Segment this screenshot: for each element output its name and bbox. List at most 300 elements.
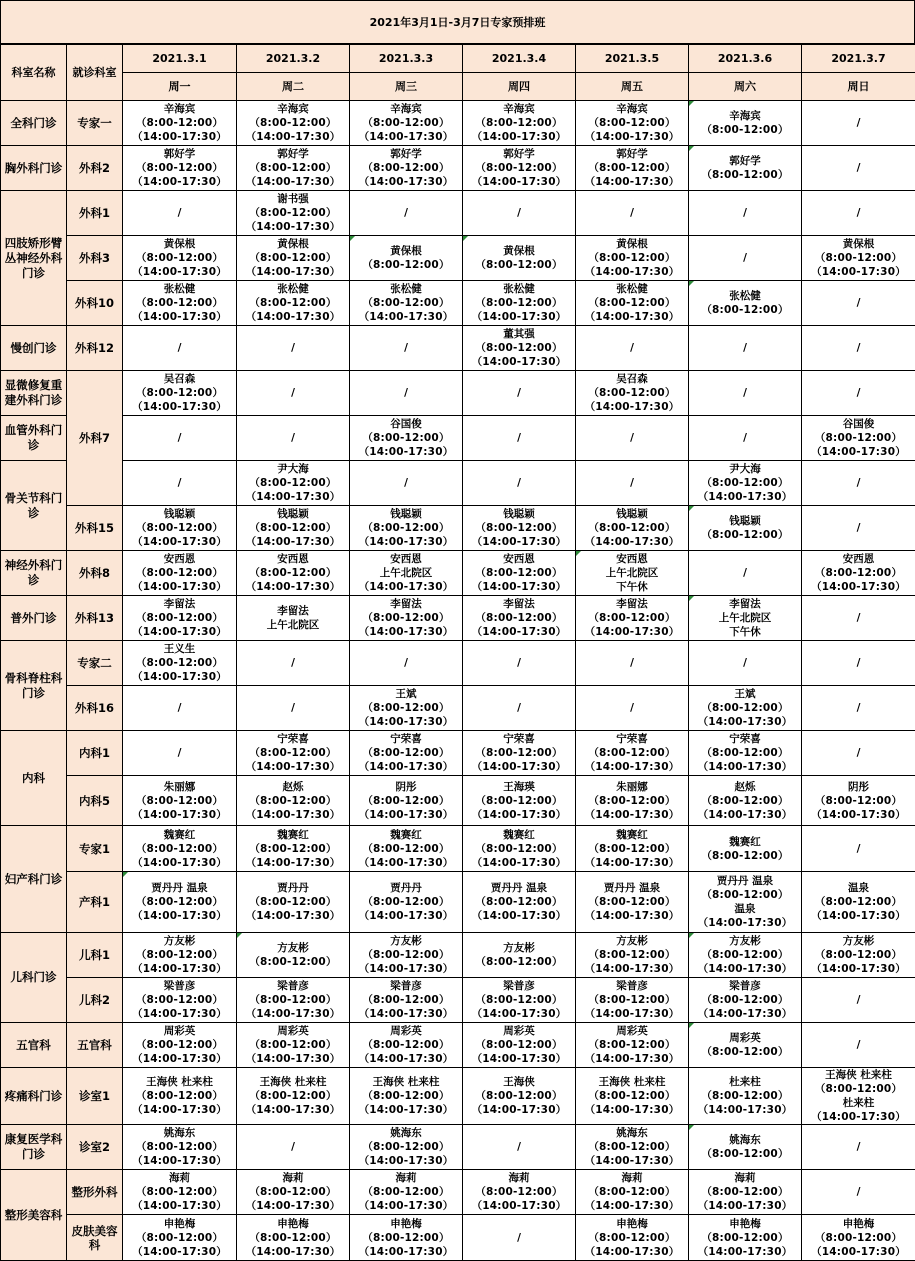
schedule-line: （8:00-12:00） xyxy=(463,258,575,272)
schedule-cell xyxy=(689,686,802,731)
schedule-cell xyxy=(802,326,915,371)
schedule-line: （14:00-17:30） xyxy=(463,535,575,549)
schedule-line: 宁荣喜 xyxy=(576,732,688,746)
schedule-line: （8:00-12:00） xyxy=(576,116,688,130)
schedule-cell xyxy=(350,1170,463,1215)
dept-name-cell: 全科门诊 xyxy=(1,101,67,146)
schedule-line: 上午北院区 xyxy=(576,566,688,580)
schedule-line: （14:00-17:30） xyxy=(463,310,575,324)
schedule-line: 李留法 xyxy=(350,597,462,611)
schedule-line: 申艳梅 xyxy=(802,1217,915,1231)
dept-name-cell: 妇产科门诊 xyxy=(1,826,67,933)
table-row xyxy=(1,281,915,326)
schedule-line: （8:00-12:00） xyxy=(689,1089,801,1103)
schedule-cell xyxy=(463,551,576,596)
schedule-line: （8:00-12:00） xyxy=(689,1231,801,1245)
schedule-line: 安西恩 xyxy=(802,552,915,566)
header-weekday: 周五 xyxy=(576,73,689,101)
schedule-cell xyxy=(689,1023,802,1068)
schedule-cell xyxy=(237,1068,350,1125)
schedule-line: 吴召森 xyxy=(123,372,236,386)
schedule-line: / xyxy=(689,341,801,355)
schedule-cell xyxy=(689,461,802,506)
schedule-line: （8:00-12:00） xyxy=(350,296,462,310)
schedule-line: （14:00-17:30） xyxy=(237,580,349,594)
schedule-line: 周彩英 xyxy=(576,1024,688,1038)
schedule-line: （8:00-12:00） xyxy=(463,161,575,175)
schedule-line: 黄保根 xyxy=(576,237,688,251)
schedule-line: （8:00-12:00） xyxy=(689,123,801,137)
schedule-line: （8:00-12:00） xyxy=(689,168,801,182)
schedule-line: （14:00-17:30） xyxy=(237,535,349,549)
schedule-line: （8:00-12:00） xyxy=(802,1082,915,1096)
schedule-line: / xyxy=(237,1140,349,1154)
schedule-line: （14:00-17:30） xyxy=(123,310,236,324)
schedule-cell xyxy=(123,826,237,872)
schedule-line: / xyxy=(123,431,236,445)
schedule-line: 安西恩 xyxy=(350,552,462,566)
schedule-line: 李留法 xyxy=(689,597,801,611)
schedule-cell xyxy=(237,596,350,641)
schedule-line: （8:00-12:00） xyxy=(576,1140,688,1154)
schedule-line: / xyxy=(463,1231,575,1245)
schedule-line: 谢书强 xyxy=(237,192,349,206)
schedule-line: / xyxy=(802,476,915,490)
schedule-line: 张松健 xyxy=(576,282,688,296)
schedule-line: （14:00-17:30） xyxy=(350,909,462,923)
schedule-line: 王海侠 杜来柱 xyxy=(350,1075,462,1089)
schedule-cell xyxy=(689,1068,802,1125)
schedule-line: / xyxy=(463,1140,575,1154)
schedule-line: （14:00-17:30） xyxy=(576,1052,688,1066)
schedule-cell xyxy=(463,236,576,281)
schedule-line: 黄保根 xyxy=(350,244,462,258)
schedule-cell xyxy=(350,506,463,551)
schedule-line: （8:00-12:00） xyxy=(123,842,236,856)
table-row xyxy=(1,416,915,461)
schedule-line: / xyxy=(237,341,349,355)
schedule-line: 谷国俊 xyxy=(802,417,915,431)
schedule-line: 黄保根 xyxy=(237,237,349,251)
schedule-line: 梁普彦 xyxy=(463,979,575,993)
schedule-line: 安西恩 xyxy=(576,552,688,566)
schedule-line: 上午北院区 xyxy=(350,566,462,580)
schedule-line: （14:00-17:30） xyxy=(123,1154,236,1168)
schedule-line: （14:00-17:30） xyxy=(463,175,575,189)
schedule-cell xyxy=(123,416,237,461)
schedule-line: （8:00-12:00） xyxy=(463,955,575,969)
schedule-cell xyxy=(463,1068,576,1125)
schedule-cell xyxy=(463,191,576,236)
schedule-line: 安西恩 xyxy=(463,552,575,566)
schedule-cell xyxy=(576,461,689,506)
schedule-line: （8:00-12:00） xyxy=(237,895,349,909)
schedule-line: 周彩英 xyxy=(689,1031,801,1045)
schedule-cell xyxy=(802,978,915,1023)
schedule-line: （8:00-12:00） xyxy=(689,993,801,1007)
schedule-line: / xyxy=(802,296,915,310)
schedule-line: 李留法 xyxy=(123,597,236,611)
schedule-cell xyxy=(237,506,350,551)
schedule-line: 王义生 xyxy=(123,642,236,656)
schedule-line: / xyxy=(576,476,688,490)
schedule-cell xyxy=(576,1215,689,1261)
schedule-cell xyxy=(802,1170,915,1215)
schedule-line: 方友彬 xyxy=(802,934,915,948)
schedule-cell xyxy=(689,596,802,641)
schedule-cell xyxy=(463,281,576,326)
schedule-line: 吴召森 xyxy=(576,372,688,386)
schedule-cell xyxy=(123,326,237,371)
schedule-line: （8:00-12:00） xyxy=(463,746,575,760)
schedule-line: （14:00-17:30） xyxy=(123,856,236,870)
schedule-line: （14:00-17:30） xyxy=(463,1007,575,1021)
schedule-line: 郭好学 xyxy=(350,147,462,161)
schedule-line: （14:00-17:30） xyxy=(576,175,688,189)
schedule-cell xyxy=(463,1125,576,1170)
schedule-line: （8:00-12:00） xyxy=(123,251,236,265)
table-row xyxy=(1,596,915,641)
schedule-cell xyxy=(689,978,802,1023)
schedule-line: （14:00-17:30） xyxy=(237,1245,349,1259)
schedule-line: / xyxy=(350,386,462,400)
schedule-line: （14:00-17:30） xyxy=(123,580,236,594)
schedule-cell xyxy=(350,933,463,978)
schedule-cell xyxy=(350,371,463,416)
schedule-cell xyxy=(123,506,237,551)
schedule-cell xyxy=(802,1215,915,1261)
schedule-line: （8:00-12:00） xyxy=(463,993,575,1007)
schedule-line: （8:00-12:00） xyxy=(576,611,688,625)
header-date: 2021.3.4 xyxy=(463,45,576,73)
schedule-cell xyxy=(689,146,802,191)
schedule-line: 辛海宾 xyxy=(237,102,349,116)
schedule-cell xyxy=(237,1170,350,1215)
schedule-cell xyxy=(689,872,802,933)
schedule-line: 海莉 xyxy=(123,1171,236,1185)
clinic-name-cell: 专家一 xyxy=(67,101,123,146)
schedule-line: （14:00-17:30） xyxy=(576,535,688,549)
schedule-line: （14:00-17:30） xyxy=(576,760,688,774)
schedule-line: 王斌 xyxy=(350,687,462,701)
header-dept-name: 科室名称 xyxy=(1,45,67,101)
header-date: 2021.3.6 xyxy=(689,45,802,73)
schedule-line: （8:00-12:00） xyxy=(689,476,801,490)
schedule-line: / xyxy=(123,746,236,760)
schedule-line: （8:00-12:00） xyxy=(576,842,688,856)
table-row xyxy=(1,872,915,933)
schedule-line: 尹大海 xyxy=(237,462,349,476)
schedule-line: （14:00-17:30） xyxy=(463,856,575,870)
schedule-line: / xyxy=(123,341,236,355)
schedule-line: （8:00-12:00） xyxy=(463,1089,575,1103)
schedule-line: （8:00-12:00） xyxy=(123,948,236,962)
schedule-cell xyxy=(237,191,350,236)
schedule-line: 下午休 xyxy=(576,580,688,594)
schedule-cell xyxy=(463,371,576,416)
schedule-line: （8:00-12:00） xyxy=(350,431,462,445)
clinic-name-cell: 外科2 xyxy=(67,146,123,191)
schedule-cell xyxy=(463,146,576,191)
schedule-line: / xyxy=(802,701,915,715)
schedule-cell xyxy=(576,236,689,281)
header-date: 2021.3.1 xyxy=(123,45,237,73)
schedule-line: （14:00-17:30） xyxy=(350,715,462,729)
schedule-line: / xyxy=(463,476,575,490)
schedule-line: 钱聪颖 xyxy=(463,507,575,521)
schedule-line: / xyxy=(802,611,915,625)
schedule-line: 宁荣喜 xyxy=(463,732,575,746)
schedule-line: / xyxy=(802,341,915,355)
schedule-line: （8:00-12:00） xyxy=(237,476,349,490)
schedule-line: 周彩英 xyxy=(237,1024,349,1038)
schedule-line: （14:00-17:30） xyxy=(689,1007,801,1021)
schedule-line: （14:00-17:30） xyxy=(237,1199,349,1213)
schedule-line: （14:00-17:30） xyxy=(689,916,801,930)
schedule-line: （14:00-17:30） xyxy=(576,265,688,279)
schedule-line: （8:00-12:00） xyxy=(350,1140,462,1154)
schedule-line: （14:00-17:30） xyxy=(350,1199,462,1213)
schedule-line: 安西恩 xyxy=(123,552,236,566)
schedule-line: （8:00-12:00） xyxy=(237,566,349,580)
schedule-cell xyxy=(802,776,915,826)
clinic-name-cell: 专家1 xyxy=(67,826,123,872)
schedule-cell xyxy=(576,978,689,1023)
schedule-line: （8:00-12:00） xyxy=(576,895,688,909)
dept-name-cell: 显微修复重建外科门诊 xyxy=(1,371,67,416)
schedule-line: 张松健 xyxy=(350,282,462,296)
dept-name-cell: 骨科脊柱科门诊 xyxy=(1,641,67,731)
schedule-line: （8:00-12:00） xyxy=(576,296,688,310)
schedule-line: / xyxy=(802,993,915,1007)
schedule-cell xyxy=(350,686,463,731)
header-row-weekdays xyxy=(1,73,915,101)
schedule-line: （14:00-17:30） xyxy=(802,445,915,459)
schedule-line: （8:00-12:00） xyxy=(123,521,236,535)
schedule-line: （14:00-17:30） xyxy=(123,909,236,923)
schedule-line: （14:00-17:30） xyxy=(802,265,915,279)
schedule-cell xyxy=(802,416,915,461)
schedule-line: （14:00-17:30） xyxy=(123,400,236,414)
schedule-cell xyxy=(123,236,237,281)
schedule-line: （8:00-12:00） xyxy=(689,303,801,317)
schedule-line: （8:00-12:00） xyxy=(237,993,349,1007)
schedule-line: （14:00-17:30） xyxy=(802,909,915,923)
clinic-name-cell: 外科1 xyxy=(67,191,123,236)
schedule-line: / xyxy=(802,206,915,220)
schedule-line: （8:00-12:00） xyxy=(350,1038,462,1052)
schedule-cell xyxy=(689,1125,802,1170)
schedule-cell xyxy=(802,461,915,506)
schedule-line: 贾丹丹 xyxy=(350,881,462,895)
schedule-cell xyxy=(802,281,915,326)
clinic-name-cell: 外科8 xyxy=(67,551,123,596)
schedule-line: 魏赛红 xyxy=(463,828,575,842)
schedule-line: （8:00-12:00） xyxy=(350,842,462,856)
schedule-line: （8:00-12:00） xyxy=(576,746,688,760)
schedule-cell xyxy=(576,1125,689,1170)
schedule-cell xyxy=(463,933,576,978)
schedule-line: 阴彤 xyxy=(350,780,462,794)
schedule-cell xyxy=(802,1068,915,1125)
schedule-cell xyxy=(350,551,463,596)
schedule-line: 王海侠 xyxy=(463,1075,575,1089)
schedule-line: / xyxy=(463,206,575,220)
schedule-line: （8:00-12:00） xyxy=(123,386,236,400)
schedule-line: （8:00-12:00） xyxy=(237,1038,349,1052)
schedule-line: （14:00-17:30） xyxy=(237,490,349,504)
schedule-line: / xyxy=(689,251,801,265)
schedule-line: 海莉 xyxy=(463,1171,575,1185)
schedule-line: （14:00-17:30） xyxy=(350,856,462,870)
schedule-cell xyxy=(123,596,237,641)
table-row xyxy=(1,978,915,1023)
schedule-line: （14:00-17:30） xyxy=(802,1110,915,1124)
schedule-cell xyxy=(576,326,689,371)
schedule-line: / xyxy=(802,842,915,856)
schedule-line: （14:00-17:30） xyxy=(689,1245,801,1259)
schedule-line: （8:00-12:00） xyxy=(237,296,349,310)
schedule-line: （8:00-12:00） xyxy=(123,1185,236,1199)
clinic-name-cell: 诊室1 xyxy=(67,1068,123,1125)
schedule-line: 海莉 xyxy=(689,1171,801,1185)
schedule-line: （8:00-12:00） xyxy=(689,1185,801,1199)
schedule-line: （8:00-12:00） xyxy=(463,794,575,808)
schedule-cell xyxy=(802,731,915,776)
schedule-line: （8:00-12:00） xyxy=(576,251,688,265)
schedule-line: 魏赛红 xyxy=(576,828,688,842)
schedule-line: （14:00-17:30） xyxy=(463,130,575,144)
schedule-cell xyxy=(463,978,576,1023)
schedule-line: / xyxy=(689,206,801,220)
schedule-line: （8:00-12:00） xyxy=(463,296,575,310)
schedule-line: / xyxy=(237,386,349,400)
schedule-line: 尹大海 xyxy=(689,462,801,476)
schedule-cell xyxy=(689,641,802,686)
schedule-cell xyxy=(802,596,915,641)
schedule-cell xyxy=(802,1125,915,1170)
clinic-name-cell: 内科1 xyxy=(67,731,123,776)
schedule-line: （14:00-17:30） xyxy=(123,1245,236,1259)
schedule-line: / xyxy=(237,701,349,715)
schedule-line: / xyxy=(802,116,915,130)
schedule-cell xyxy=(576,872,689,933)
schedule-line: 赵烁 xyxy=(689,780,801,794)
table-row xyxy=(1,371,915,416)
table-row xyxy=(1,686,915,731)
schedule-line: （14:00-17:30） xyxy=(463,808,575,822)
clinic-name-cell: 儿科1 xyxy=(67,933,123,978)
schedule-line: （8:00-12:00） xyxy=(689,888,801,902)
schedule-line: （8:00-12:00） xyxy=(576,1231,688,1245)
schedule-cell xyxy=(689,371,802,416)
schedule-line: 黄保根 xyxy=(463,244,575,258)
schedule-line: （14:00-17:30） xyxy=(689,808,801,822)
schedule-cell xyxy=(123,731,237,776)
schedule-line: （8:00-12:00） xyxy=(576,1089,688,1103)
schedule-line: （8:00-12:00） xyxy=(689,849,801,863)
schedule-line: （8:00-12:00） xyxy=(123,794,236,808)
schedule-line: 魏赛红 xyxy=(123,828,236,842)
schedule-cell xyxy=(576,191,689,236)
schedule-cell xyxy=(123,281,237,326)
schedule-line: （8:00-12:00） xyxy=(237,1089,349,1103)
schedule-line: 郭好学 xyxy=(689,154,801,168)
schedule-line: 海莉 xyxy=(576,1171,688,1185)
schedule-line: （8:00-12:00） xyxy=(576,993,688,1007)
schedule-line: 黄保根 xyxy=(802,237,915,251)
schedule-line: （8:00-12:00） xyxy=(576,521,688,535)
schedule-line: / xyxy=(689,656,801,670)
schedule-line: （14:00-17:30） xyxy=(237,808,349,822)
schedule-line: （8:00-12:00） xyxy=(237,116,349,130)
schedule-cell xyxy=(689,731,802,776)
schedule-cell xyxy=(802,146,915,191)
schedule-line: 安西恩 xyxy=(237,552,349,566)
schedule-line: （14:00-17:30） xyxy=(576,1199,688,1213)
schedule-cell xyxy=(576,506,689,551)
schedule-cell xyxy=(463,461,576,506)
schedule-line: 钱聪颖 xyxy=(237,507,349,521)
schedule-line: 贾丹丹 xyxy=(237,881,349,895)
schedule-line: （8:00-12:00） xyxy=(123,161,236,175)
schedule-line: （8:00-12:00） xyxy=(237,1231,349,1245)
schedule-line: （14:00-17:30） xyxy=(123,175,236,189)
schedule-cell xyxy=(802,371,915,416)
schedule-cell xyxy=(350,872,463,933)
schedule-line: （8:00-12:00） xyxy=(576,1038,688,1052)
schedule-line: （14:00-17:30） xyxy=(576,625,688,639)
schedule-line: （8:00-12:00） xyxy=(123,116,236,130)
schedule-line: / xyxy=(350,341,462,355)
schedule-line: （14:00-17:30） xyxy=(350,808,462,822)
schedule-line: （14:00-17:30） xyxy=(576,310,688,324)
schedule-cell xyxy=(689,506,802,551)
schedule-line: （14:00-17:30） xyxy=(350,1245,462,1259)
schedule-cell xyxy=(350,1125,463,1170)
schedule-line: （8:00-12:00） xyxy=(237,955,349,969)
schedule-cell xyxy=(123,641,237,686)
schedule-line: / xyxy=(802,161,915,175)
schedule-line: 海莉 xyxy=(237,1171,349,1185)
dept-name-cell: 五官科 xyxy=(1,1023,67,1068)
schedule-line: 郭好学 xyxy=(237,147,349,161)
schedule-line: （8:00-12:00） xyxy=(463,1038,575,1052)
header-clinic-name: 就诊科室 xyxy=(67,45,123,101)
schedule-cell xyxy=(350,641,463,686)
schedule-line: （8:00-12:00） xyxy=(350,258,462,272)
clinic-name-cell: 外科15 xyxy=(67,506,123,551)
schedule-line: （8:00-12:00） xyxy=(802,431,915,445)
clinic-name-cell: 整形外科 xyxy=(67,1170,123,1215)
schedule-cell xyxy=(576,416,689,461)
table-row xyxy=(1,236,915,281)
schedule-line: （8:00-12:00） xyxy=(350,1185,462,1199)
schedule-cell xyxy=(237,1215,350,1261)
schedule-line: （8:00-12:00） xyxy=(350,1089,462,1103)
schedule-line: （8:00-12:00） xyxy=(123,611,236,625)
schedule-cell xyxy=(350,1068,463,1125)
schedule-line: 宁荣喜 xyxy=(237,732,349,746)
schedule-line: （14:00-17:30） xyxy=(350,962,462,976)
schedule-cell xyxy=(237,236,350,281)
schedule-line: （14:00-17:30） xyxy=(123,535,236,549)
schedule-line: （14:00-17:30） xyxy=(689,490,801,504)
schedule-cell xyxy=(802,506,915,551)
schedule-line: 上午北院区 xyxy=(689,611,801,625)
schedule-line: （8:00-12:00） xyxy=(802,948,915,962)
schedule-cell xyxy=(463,686,576,731)
